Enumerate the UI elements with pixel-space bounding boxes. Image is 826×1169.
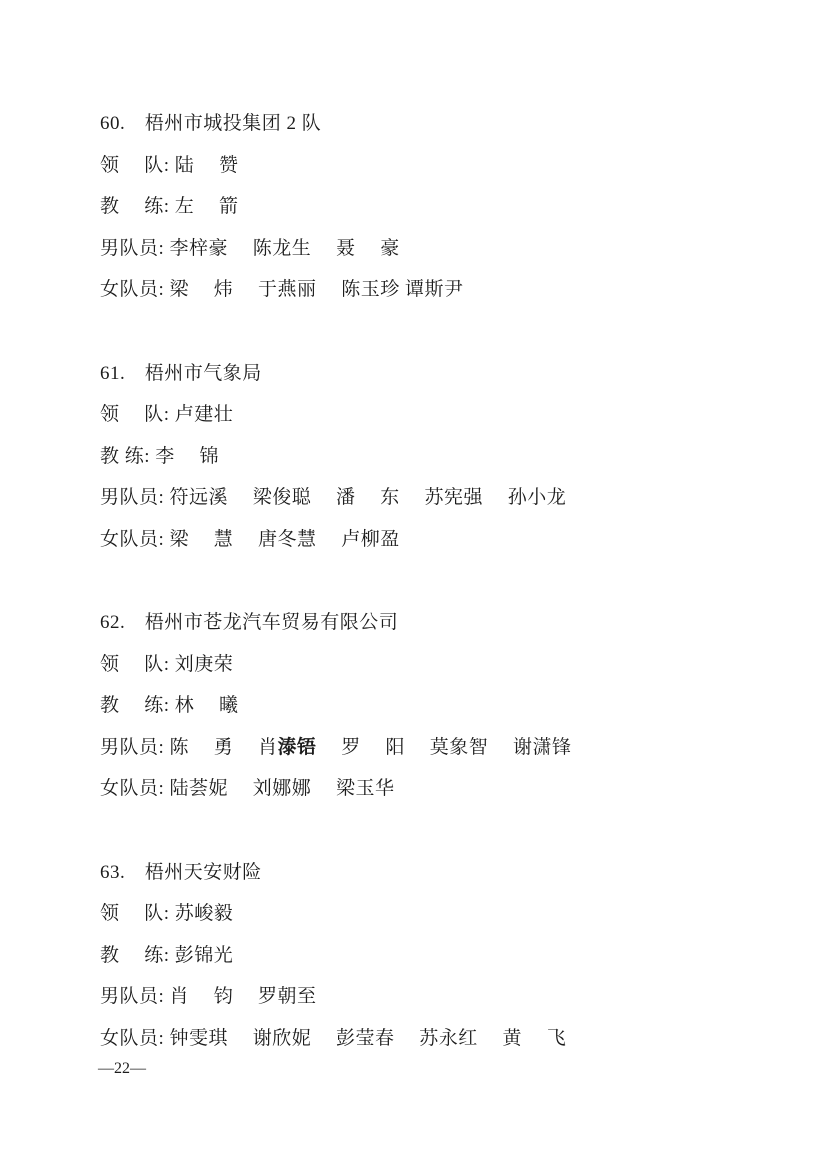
team-coach-line: 教 练: 彭锦光 [100, 944, 234, 966]
team-male-members-line [100, 727, 786, 769]
team-leader-line: 领 队: 苏峻毅 [100, 903, 234, 924]
team-leader-line: 领 队: 刘庚荣 [100, 653, 234, 675]
team-leader-line: 领 队: 陆 赞 [100, 154, 239, 176]
team-leader-line: 领 队: 卢建壮 [100, 404, 234, 425]
team-section [100, 103, 786, 311]
team-female-members-line: 女队员: 梁 慧 唐冬慧 卢柳盈 [100, 528, 400, 550]
male-members-text: 男队员: 符远溪 梁俊聪 潘 东 苏宪强 孙小龙 [100, 487, 567, 508]
male-members-rare-glyphs: 溙铻 [277, 736, 317, 758]
team-male-members-line [100, 477, 786, 519]
team-coach-line: 教 练: 左 箭 [100, 196, 239, 217]
team-coach-line: 教 练: 林 曦 [100, 695, 239, 716]
male-members-text: 男队员: 肖 钧 罗朝至 [100, 986, 317, 1007]
team-female-members-line: 女队员: 梁 炜 于燕丽 陈玉珍 谭斯尹 [100, 279, 464, 300]
page-number: —22— [98, 1060, 146, 1077]
team-title: 62. 梧州市苍龙汽车贸易有限公司 [100, 612, 399, 633]
team-section [100, 602, 786, 810]
male-members-text: 男队员: 陈 勇 肖 [100, 736, 278, 758]
team-title: 60. 梧州市城投集团 2 队 [100, 113, 322, 134]
team-coach-line: 教 练: 李 锦 [100, 445, 220, 467]
team-section [100, 353, 786, 561]
document-content [100, 103, 786, 1059]
team-title: 61. 梧州市气象局 [100, 362, 262, 384]
team-male-members-line [100, 228, 786, 270]
male-members-text-cont: 罗 阳 莫象智 谢潇锋 [316, 736, 572, 758]
team-section [100, 852, 786, 1060]
male-members-text: 男队员: 李梓豪 陈龙生 聂 豪 [100, 237, 400, 259]
team-female-members-line: 女队员: 陆荟妮 刘娜娜 梁玉华 [100, 778, 395, 799]
team-male-members-line [100, 976, 786, 1018]
team-title: 63. 梧州天安财险 [100, 861, 262, 883]
team-female-members-line: 女队员: 钟雯琪 谢欣妮 彭莹春 苏永红 黄 飞 [100, 1027, 567, 1049]
